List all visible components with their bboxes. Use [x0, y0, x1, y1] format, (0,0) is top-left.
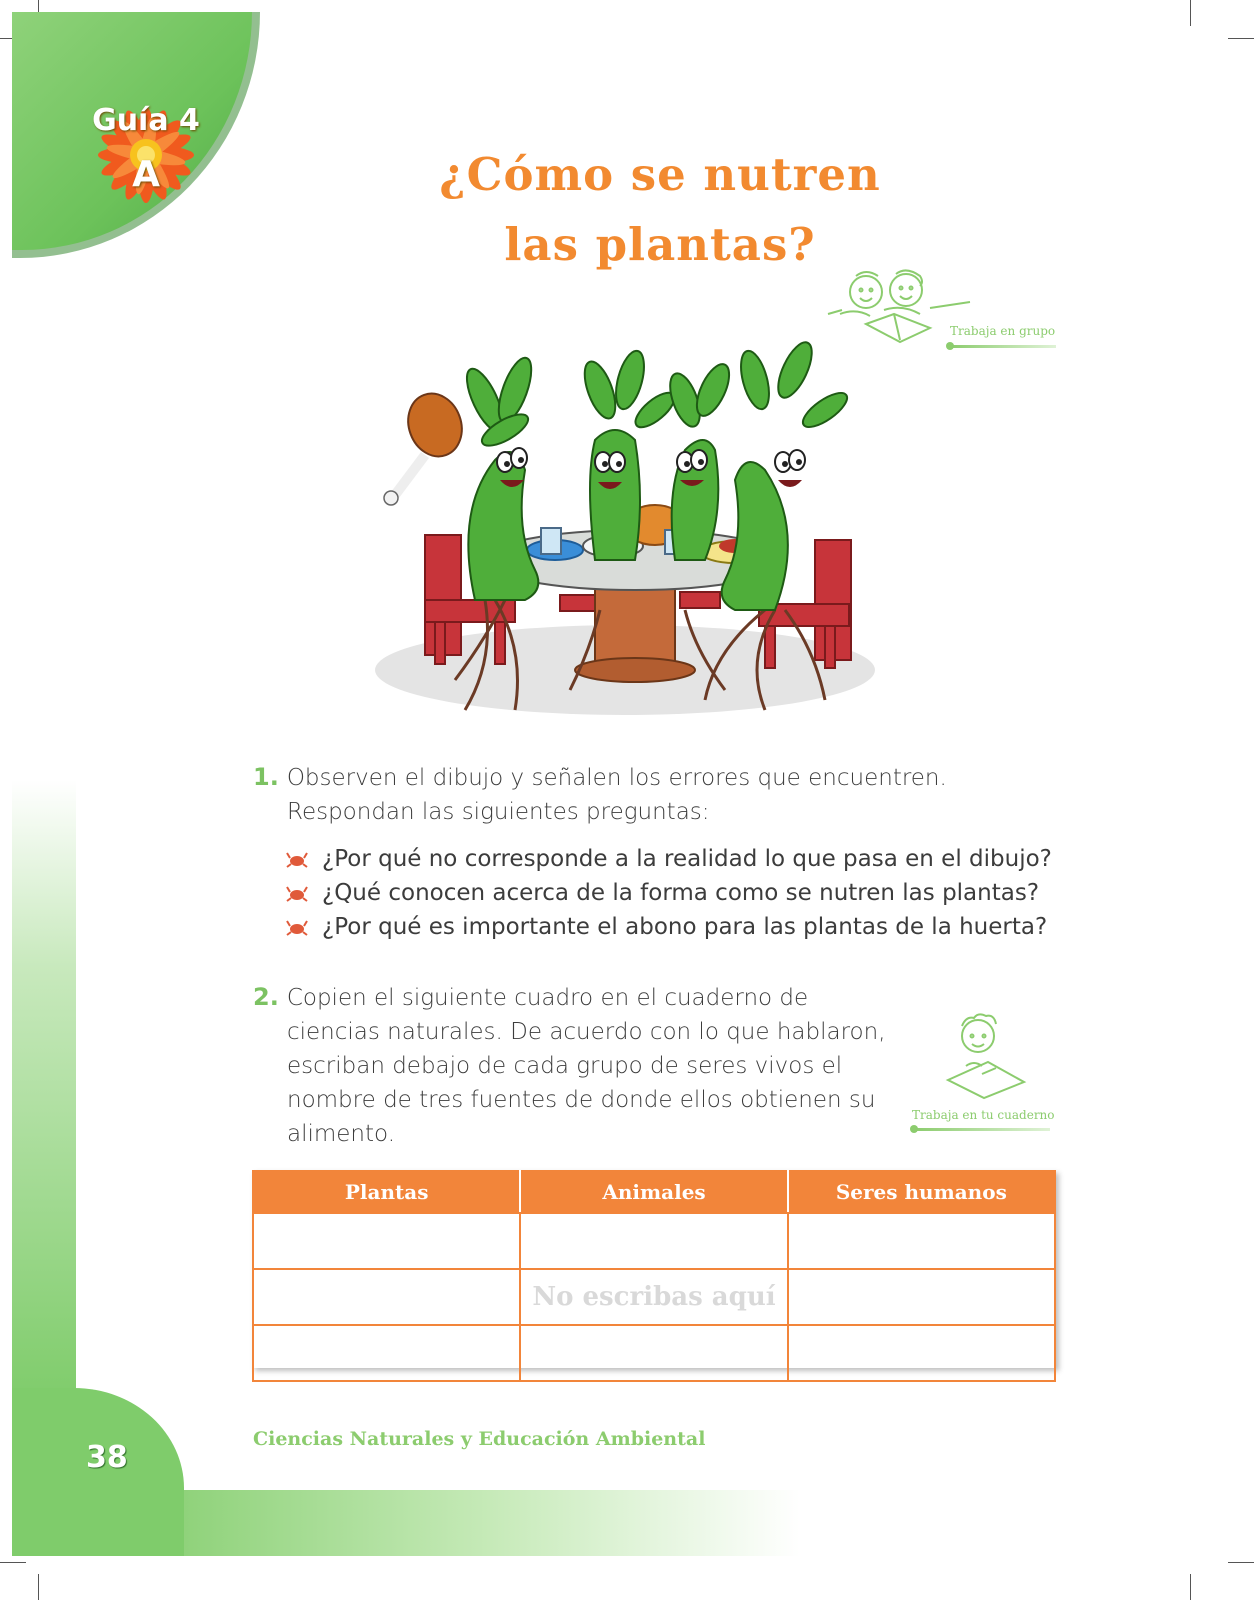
crop-mark	[1190, 1574, 1191, 1600]
table-cell	[788, 1269, 1055, 1325]
table-row	[253, 1269, 1055, 1325]
question-item	[286, 842, 1086, 876]
activity-2-line-1	[253, 980, 893, 1015]
guide-label: Guía 4	[92, 103, 200, 138]
activity-2-number: 2.	[253, 983, 279, 1011]
guide-letter: A	[132, 154, 160, 195]
crop-mark	[38, 1574, 39, 1600]
crop-mark	[0, 1562, 26, 1563]
question-text: ¿Qué conocen acerca de la forma como se nutren las plantas?	[322, 880, 1040, 906]
notebook-work-label: Trabaja en tu cuaderno	[912, 1108, 1055, 1122]
table-row	[253, 1325, 1055, 1381]
no-write-watermark: No escribas aquí	[532, 1282, 776, 1312]
group-work-label: Trabaja en grupo	[950, 324, 1056, 338]
page-number: 38	[86, 1440, 128, 1475]
left-decor-strip	[12, 780, 76, 1400]
crab-bullet-icon	[286, 918, 308, 936]
page-title	[380, 140, 940, 280]
table-cell	[520, 1325, 787, 1381]
activity-2-text: Copien el siguiente cuadro en el cuaderno de	[286, 985, 809, 1011]
notebook-work-dot	[910, 1125, 918, 1133]
food-sources-table	[252, 1170, 1056, 1368]
table-row	[253, 1213, 1055, 1269]
header-animales: Animales	[520, 1171, 787, 1213]
crab-bullet-icon	[286, 850, 308, 868]
title-line-1: ¿Cómo se nutren	[439, 148, 881, 201]
header-seres-humanos: Seres humanos	[788, 1171, 1055, 1213]
notebook-work-icon	[938, 1010, 1028, 1100]
crab-bullet-icon	[286, 884, 308, 902]
crop-mark	[1228, 1562, 1254, 1563]
plants-dining-illustration	[355, 330, 895, 730]
table-header-row	[253, 1171, 1055, 1213]
question-list	[286, 842, 1086, 944]
question-text: ¿Por qué no corresponde a la realidad lo que pasa en el dibujo?	[322, 846, 1052, 872]
activity-2	[253, 980, 893, 1151]
crop-mark	[1190, 0, 1191, 26]
question-text: ¿Por qué es importante el abono para las plantas de la huerta?	[322, 914, 1048, 940]
group-work-dot	[946, 342, 954, 350]
subject-footer: Ciencias Naturales y Educación Ambiental	[253, 1428, 706, 1450]
crop-mark	[1228, 38, 1254, 39]
table-cell	[253, 1325, 520, 1381]
activity-1-text-2: Respondan las siguientes preguntas:	[287, 799, 710, 825]
question-item	[286, 910, 1086, 944]
activity-1-text-1: Observen el dibujo y señalen los errores que encuentren.	[286, 765, 947, 791]
question-item	[286, 876, 1086, 910]
activity-2-text: nombre de tres fuentes de donde ellos obtienen su	[287, 1087, 876, 1113]
notebook-work-underline	[914, 1128, 1050, 1131]
table-cell	[520, 1213, 787, 1269]
table-cell	[253, 1213, 520, 1269]
table-cell	[520, 1269, 787, 1325]
activity-2-text: alimento.	[287, 1121, 396, 1147]
bottom-decor-strip	[180, 1490, 800, 1556]
table-cell	[788, 1325, 1055, 1381]
table-cell	[253, 1269, 520, 1325]
activity-1-line-1	[253, 760, 1073, 795]
header-plantas: Plantas	[253, 1171, 520, 1213]
activity-1-number: 1.	[253, 763, 279, 791]
title-line-2: las plantas?	[504, 218, 816, 271]
activity-2-text: escriban debajo de cada grupo de seres vivos el	[287, 1053, 843, 1079]
table-cell	[788, 1213, 1055, 1269]
activity-1	[253, 760, 1073, 829]
activity-2-text: ciencias naturales. De acuerdo con lo que hablaron,	[287, 1019, 886, 1045]
group-work-underline	[950, 345, 1056, 348]
